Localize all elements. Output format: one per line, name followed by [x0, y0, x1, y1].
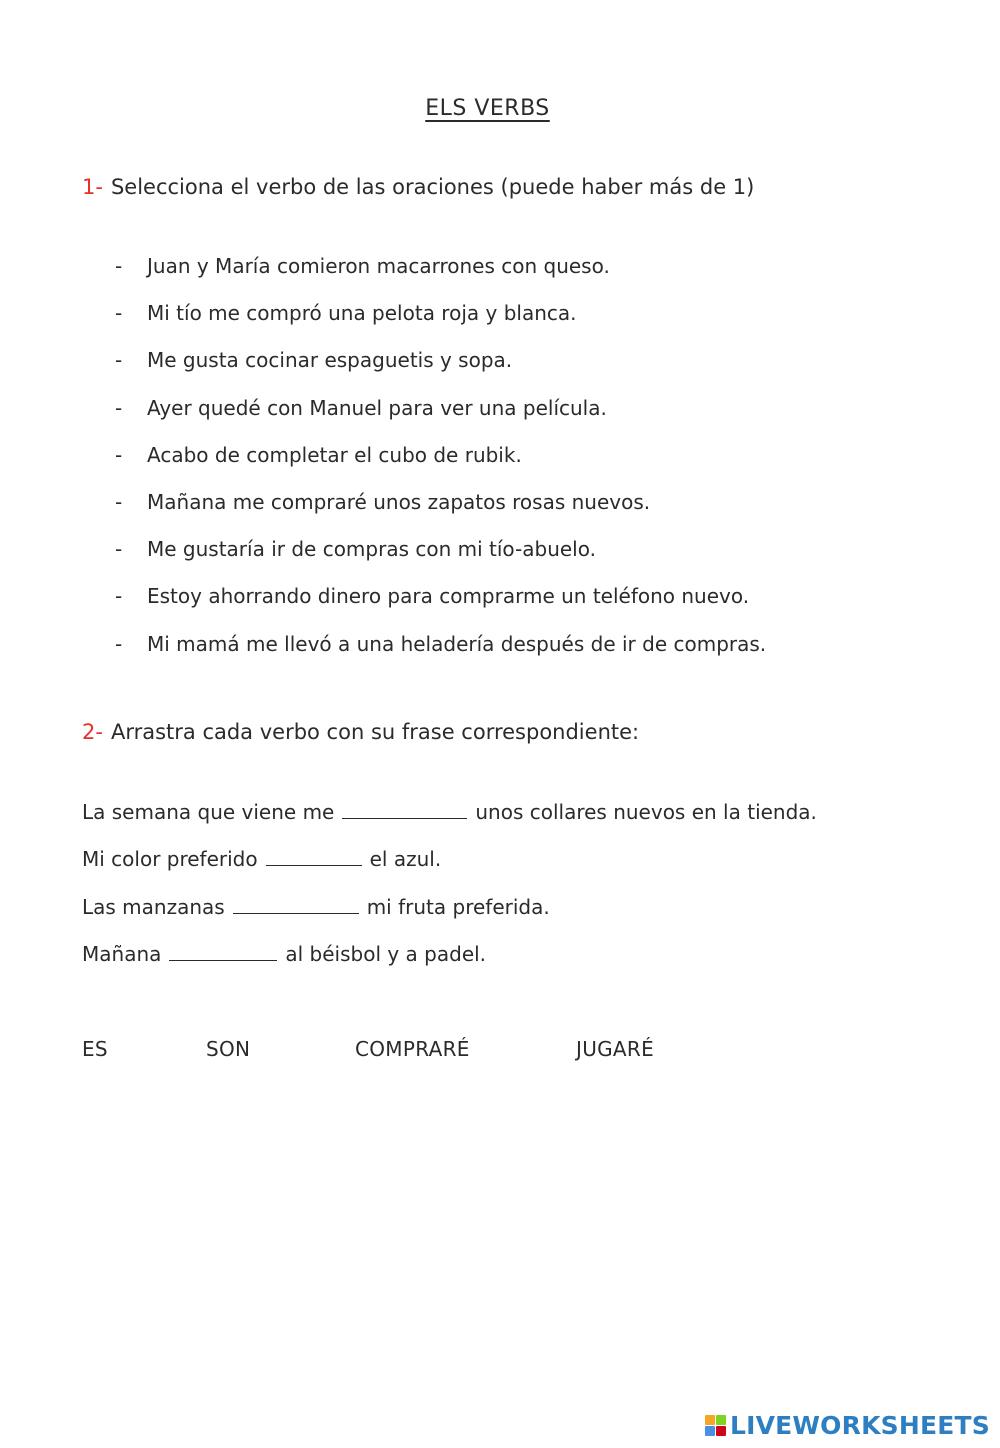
fill-in-sentence [82, 847, 817, 894]
draggable-word-comprare[interactable]: COMPRARÉ [355, 1037, 470, 1061]
sentence-before: Mi color preferido [82, 847, 258, 872]
sentence-text[interactable]: Me gusta cocinar espaguetis y sopa. [147, 348, 513, 373]
sentence-before: La semana que viene me [82, 800, 335, 824]
sentence-item[interactable] [115, 396, 766, 443]
page-title: ELS VERBS [425, 96, 550, 121]
sentence-after: el azul. [369, 847, 442, 872]
drop-target-blank[interactable] [342, 800, 467, 819]
list-dash: - [115, 489, 123, 514]
sentence-item[interactable] [115, 632, 766, 679]
exercise-2-number: 2- [82, 720, 103, 744]
sentence-after: unos collares nuevos en la tienda. [475, 800, 817, 824]
sentence-after: mi fruta preferida. [366, 894, 550, 919]
sentence-before: Mañana [82, 941, 162, 966]
sentence-item[interactable] [115, 348, 766, 395]
draggable-word-son[interactable]: SON [206, 1037, 251, 1061]
sentence-text[interactable]: Acabo de completar el cubo de rubik. [147, 442, 522, 467]
logo-blocks-icon [705, 1415, 726, 1436]
fill-in-sentence [82, 942, 817, 989]
drop-target-blank[interactable] [169, 942, 277, 961]
sentence-text[interactable]: Estoy ahorrando dinero para comprarme un teléfono nuevo. [147, 584, 750, 609]
exercise-1-instruction: Selecciona el verbo de las oraciones (puede haber más de 1) [110, 175, 755, 199]
sentence-item[interactable] [115, 301, 766, 348]
exercise-2-instruction: Arrastra cada verbo con su frase correspondiente: [110, 720, 640, 744]
sentence-text[interactable]: Mi mamá me llevó a una heladería después de ir de compras. [147, 631, 767, 656]
draggable-word-es[interactable]: ES [82, 1037, 108, 1061]
list-dash: - [115, 537, 123, 562]
fill-in-sentence [82, 895, 817, 942]
sentence-text[interactable]: Ayer quedé con Manuel para ver una película. [147, 395, 607, 420]
drop-target-blank[interactable] [266, 847, 362, 866]
sentence-list [115, 254, 766, 679]
exercise-1-heading [82, 175, 754, 199]
sentence-text[interactable]: Juan y María comieron macarrones con queso. [147, 254, 610, 278]
sentence-item[interactable] [115, 584, 766, 631]
exercise-1-number: 1- [82, 175, 103, 199]
sentence-text[interactable]: Mi tío me compró una pelota roja y blanca. [147, 301, 577, 326]
sentence-item[interactable] [115, 537, 766, 584]
liveworksheets-logo [705, 1411, 990, 1440]
list-dash: - [115, 348, 123, 373]
sentence-text[interactable]: Mañana me compraré unos zapatos rosas nuevos. [147, 489, 651, 514]
list-dash: - [115, 584, 123, 609]
sentence-item[interactable] [115, 443, 766, 490]
sentence-text[interactable]: Me gustaría ir de compras con mi tío-abuelo. [147, 537, 596, 562]
exercise-2-heading [82, 720, 639, 744]
draggable-word-jugare[interactable]: JUGARÉ [576, 1037, 655, 1061]
sentence-item[interactable] [115, 254, 766, 301]
list-dash: - [115, 395, 123, 420]
sentence-item[interactable] [115, 490, 766, 537]
brand-name: LIVEWORKSHEETS [729, 1411, 990, 1440]
fill-in-sentence [82, 800, 817, 847]
list-dash: - [115, 301, 123, 326]
sentence-before: Las manzanas [82, 894, 225, 919]
list-dash: - [115, 631, 123, 656]
drop-target-blank[interactable] [233, 895, 359, 914]
sentence-after: al béisbol y a padel. [285, 941, 487, 966]
fill-in-list [82, 800, 817, 989]
list-dash: - [115, 254, 123, 278]
list-dash: - [115, 442, 123, 467]
